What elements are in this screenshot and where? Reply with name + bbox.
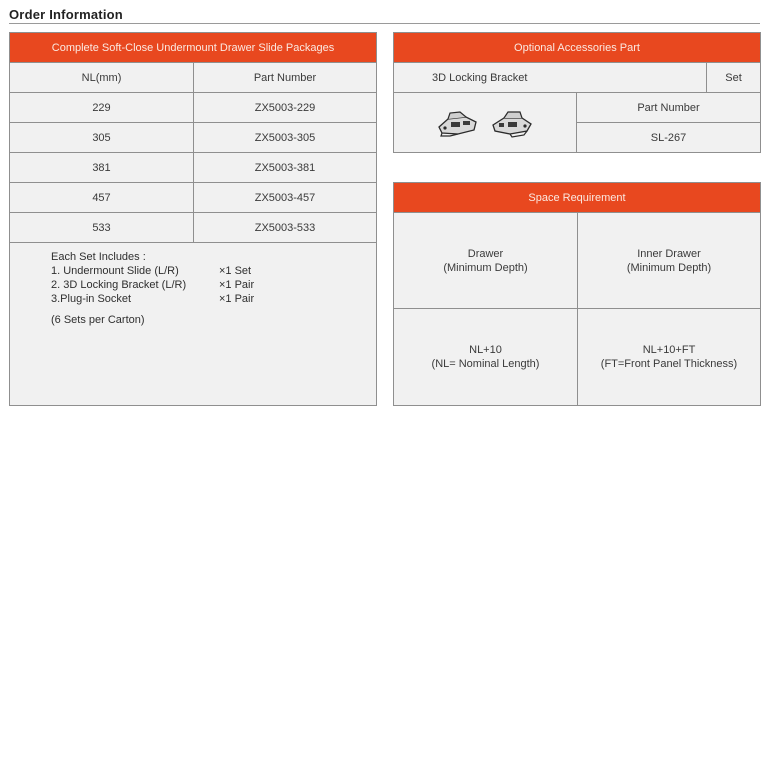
locking-bracket-icon — [490, 108, 534, 138]
drawer-value-note: (NL= Nominal Length) — [431, 358, 540, 370]
inner-drawer-value-note: (FT=Front Panel Thickness) — [600, 358, 738, 370]
include-item: 1. Undermount Slide (L/R) — [51, 265, 179, 277]
nl-value: 381 — [10, 153, 194, 182]
list-item — [51, 264, 376, 278]
locking-bracket-icon — [436, 108, 480, 138]
include-qty: ×1 Pair — [219, 279, 255, 291]
accessory-unit: Set — [725, 71, 742, 84]
nl-value: 229 — [10, 93, 194, 122]
part-number-value: ZX5003-229 — [254, 101, 316, 114]
table-row — [10, 93, 376, 123]
table-row — [10, 153, 376, 183]
includes-title: Each Set Includes : — [51, 251, 146, 263]
space-requirement-table — [393, 182, 761, 406]
list-item — [51, 292, 376, 306]
include-item: 2. 3D Locking Bracket (L/R) — [51, 279, 187, 291]
accessory-name: 3D Locking Bracket — [394, 63, 707, 92]
column-header-part-number: Part Number — [253, 71, 317, 84]
drawer-value: NL+10 — [469, 344, 502, 356]
space-labels-row — [394, 213, 760, 309]
list-item — [51, 278, 376, 292]
space-values-row — [394, 309, 760, 405]
accessory-part — [577, 93, 760, 152]
accessory-image — [394, 93, 577, 152]
part-number-label: Part Number — [577, 93, 760, 123]
section-title: Order Information — [9, 7, 123, 22]
nl-value: 457 — [10, 183, 194, 212]
packages-column-headers — [10, 63, 376, 93]
nl-value: 533 — [10, 213, 194, 242]
drawer-sublabel: (Minimum Depth) — [443, 261, 528, 274]
table-row — [10, 123, 376, 153]
drawer-label: Drawer — [467, 247, 504, 260]
packages-table — [9, 32, 377, 406]
inner-drawer-label: Inner Drawer — [637, 247, 701, 260]
inner-drawer-value-cell — [578, 309, 760, 405]
set-includes — [10, 243, 376, 327]
part-number-value: ZX5003-305 — [254, 131, 316, 144]
packages-header: Complete Soft-Close Undermount Drawer Slide Packages — [10, 33, 376, 63]
inner-drawer-value: NL+10+FT — [642, 344, 696, 356]
drawer-value-cell — [394, 309, 578, 405]
accessory-detail — [394, 93, 760, 152]
part-number-value: ZX5003-381 — [254, 161, 316, 174]
include-item: 3.Plug-in Socket — [51, 293, 132, 305]
part-number-value: ZX5003-533 — [254, 221, 316, 234]
part-number-value: ZX5003-457 — [254, 191, 316, 204]
inner-drawer-sublabel: (Minimum Depth) — [626, 261, 712, 274]
accessory-part-number: SL-267 — [650, 131, 687, 144]
accessory-row — [394, 63, 760, 93]
title-divider — [9, 23, 760, 24]
column-header-nl: NL(mm) — [10, 63, 194, 92]
inner-drawer-cell — [578, 213, 760, 308]
accessories-table — [393, 32, 761, 153]
accessories-header: Optional Accessories Part — [394, 33, 760, 63]
include-qty: ×1 Pair — [219, 293, 255, 305]
include-qty: ×1 Set — [219, 265, 252, 277]
nl-value: 305 — [10, 123, 194, 152]
carton-note: (6 Sets per Carton) — [51, 314, 145, 326]
table-row — [10, 213, 376, 243]
table-row — [10, 183, 376, 213]
space-header: Space Requirement — [394, 183, 760, 213]
drawer-cell — [394, 213, 578, 308]
